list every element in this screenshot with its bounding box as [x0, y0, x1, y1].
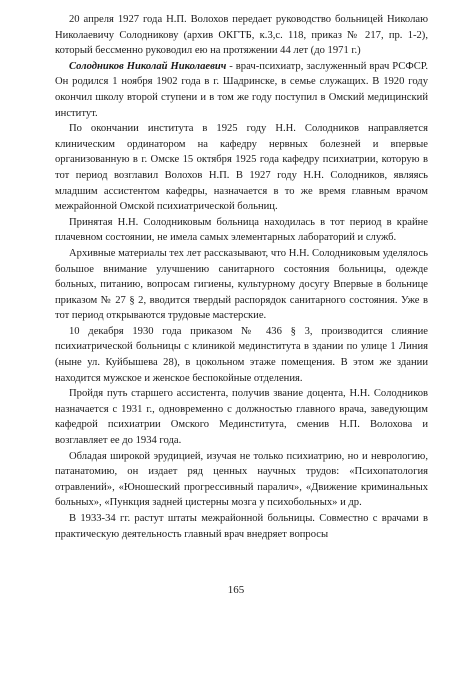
- page-number: 165: [227, 584, 245, 596]
- paragraph-biography: [55, 59, 428, 121]
- paragraph-archive-materials: Архивные материалы тех лет рассказывают, что Н.Н. Солодниковым уделялось большое внимание улучшению санитарного состояния больницы, одежде больных, питанию, вопросам гигиены, культурному досугу Впервые в больнице приказом № 27 § 2, вводится твердый распорядок санитарного состояния. Уже в тот период открываются трудовые мастерские.: [55, 247, 428, 322]
- paragraph-department-head: Пройдя путь старшего ассистента, получив звание доцента, Н.Н. Солодников назначается с 1931 г., одновременно с должностью главного врача, заведующим кафедрой психиатрии Омского Мединститута, сменив Н.П. Волохова и возглавляет ее до 1934 года.: [55, 388, 428, 447]
- paragraph-staff-growth: В 1933-34 гг. растут штаты межрайонной больницы. Совместно с врачами в практическую деятельность главный врач внедряет вопросы: [55, 513, 428, 540]
- paragraph-transfer-of-leadership: 20 апреля 1927 года Н.П. Волохов передает руководство больницей Николаю Николаевичу Солодникову (архив ОКГТБ, к.3,с. 118, приказ № 217, пр. 1-2), который бессменно руководил ею на протяжении 44 лет (до 1971 г.): [55, 14, 428, 57]
- paragraph-institute-graduation: По окончании института в 1925 году Н.Н. Солодников направляется клиническим ординатором на кафедру нервных болезней и впервые организованную в г. Омске 15 октября 1925 года кафедру психиатрии, которую в тот период возглавил Волохов Н.П. В 1927 году Н.Н. Солодников, являясь младшим ассистентом кафедры, назначается в то же время главным врачом межрайонной Омской психиатрической больниц.: [55, 123, 428, 213]
- biography-text: - врач-психиатр, заслуженный врач РСФСР. Он родился 1 ноября 1902 года в г. Шадринске, в семье служащих. В 1920 году окончил школу второй ступени и в том же году поступил в Омский медицинский институт.: [55, 60, 429, 119]
- person-name: Солодников Николай Николаевич: [69, 60, 227, 72]
- paragraph-hospital-condition: Принятая Н.Н. Солодниковым больница находилась в тот период в крайне плачевном состоянии, не имела самых элементарных лабораторий и служб.: [55, 216, 428, 244]
- paragraph-scientific-works: Обладая широкой эрудицией, изучая не только психиатрию, но и неврологию, патанатомию, он издает ряд ценных научных трудов: «Психопатология отравлений», «Юношеский прогрессивный паралич», «Движение криминальных больных», «Пункция задней цистерны мозга у психобольных» и др.: [55, 450, 428, 509]
- paragraph-merger-1930: 10 декабря 1930 года приказом № 436 § 3, производится слияние психиатрической больницы с клиникой мединститута в здании по улице 1 Линия (ныне ул. Куйбышева 28), в цокольном этаже помещения. В этом же здании находится мужское и женское беспокойные отделения.: [55, 325, 428, 384]
